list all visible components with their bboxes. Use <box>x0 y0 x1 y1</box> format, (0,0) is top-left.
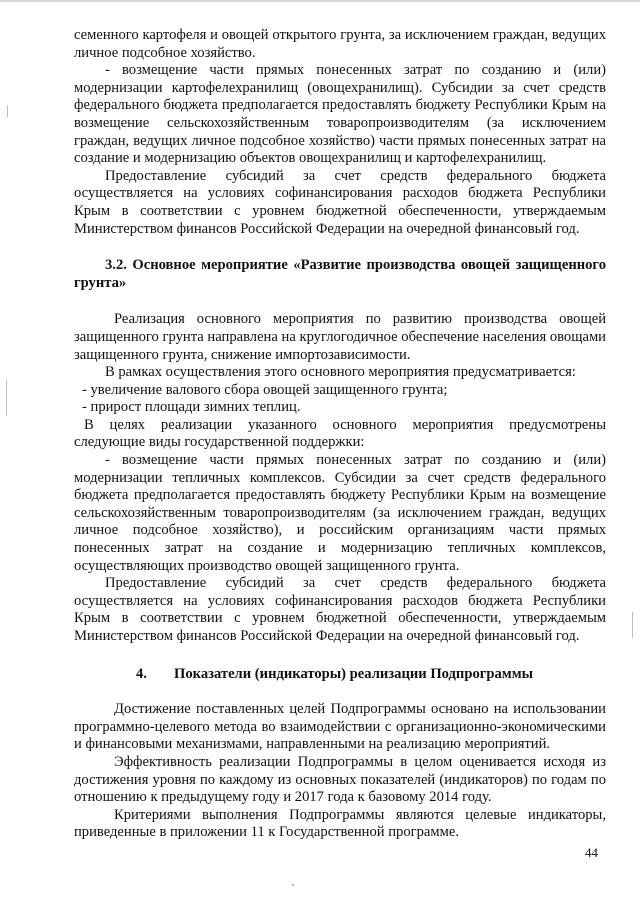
section-heading-4 <box>74 666 606 684</box>
scan-artifact <box>6 380 7 416</box>
paragraph: Достижение поставленных целей Подпрограммы основано на использовании программно-целевого метода во взаимодействии с организационно-экономическими и финансовыми механизмами, направленными на реализацию мероприятий. <box>74 701 606 753</box>
list-item: - прирост площади зимних теплиц. <box>82 399 301 416</box>
document-body <box>74 27 606 842</box>
section-title: Показатели (индикаторы) реализации Подпрограммы <box>174 665 534 682</box>
paragraph: В целях реализации указанного основного мероприятия предусмотрены следующие виды государственной поддержки: <box>74 416 606 451</box>
scan-artifact <box>632 612 633 638</box>
paragraph: Предоставление субсидий за счет средств федерального бюджета осуществляется на условиях софинансирования расходов бюджета Республики Крым в соответствии с уровнем бюджетной обеспеченности, утверждаемым Министерством финансов Российской Федерации на очередной финансовый год. <box>74 167 606 237</box>
section-number: 4. <box>136 665 147 682</box>
scan-speck <box>292 884 294 886</box>
section-heading-3-2: 3.2. Основное мероприятие «Развитие производства овощей защищенного грунта» <box>74 257 606 291</box>
paragraph: В рамках осуществления этого основного мероприятия предусматривается: <box>105 364 576 381</box>
paragraph: семенного картофеля и овощей открытого грунта, за исключением граждан, ведущих личное подсобное хозяйство. <box>74 27 606 61</box>
page-number: 44 <box>585 845 598 860</box>
list-item: - увеличение валового сбора овощей защищенного грунта; <box>82 381 448 398</box>
paragraph: Реализация основного мероприятия по развитию производства овощей защищенного грунта направлена на круглогодичное обеспечение населения овощами защищенного грунта, снижение импортозависимости. <box>74 311 606 363</box>
paragraph: Критериями выполнения Подпрограммы являются целевые индикаторы, приведенные в приложении 11 к Государственной программе. <box>74 806 606 841</box>
paragraph: Эффективность реализации Подпрограммы в целом оценивается исходя из достижения уровня по каждому из основных показателей (индикаторов) по годам по отношению к предыдущему году и 2017 года к базовому 2014 году. <box>74 753 606 806</box>
scan-edge <box>0 0 640 2</box>
paragraph: Предоставление субсидий за счет средств федерального бюджета осуществляется на условиях софинансирования расходов бюджета Республики Крым в соответствии с уровнем бюджетной обеспеченности, утверждаемым Министерством финансов Российской Федерации на очередной финансовый год. <box>74 575 606 644</box>
paragraph: - возмещение части прямых понесенных затрат по созданию и (или) модернизации картофелехранилищ (овощехранилищ). Субсидии за счет средств федерального бюджета предполагается предоставлять бюджету Республики Крым на возмещение сельскохозяйственным товаропроизводителям (за исключением граждан, ведущих личное подсобное хозяйство) части прямых понесенных затрат на создание и модернизацию объектов овощехранилищ и картофелехранилищ. <box>74 62 606 167</box>
paragraph: - возмещение части прямых понесенных затрат по созданию и (или) модернизации тепличных комплексов. Субсидии за счет средств федерального бюджета предполагается предоставлять бюджету Республики Крым на возмещение сельскохозяйственным товаропроизводителям (за исключением граждан, ведущих личное подсобное хозяйство), и российским организациям части прямых понесенных затрат на создание и модернизацию тепличных комплексов, осуществляющих производство овощей защищенного грунта. <box>74 452 606 574</box>
scan-artifact <box>7 105 8 117</box>
